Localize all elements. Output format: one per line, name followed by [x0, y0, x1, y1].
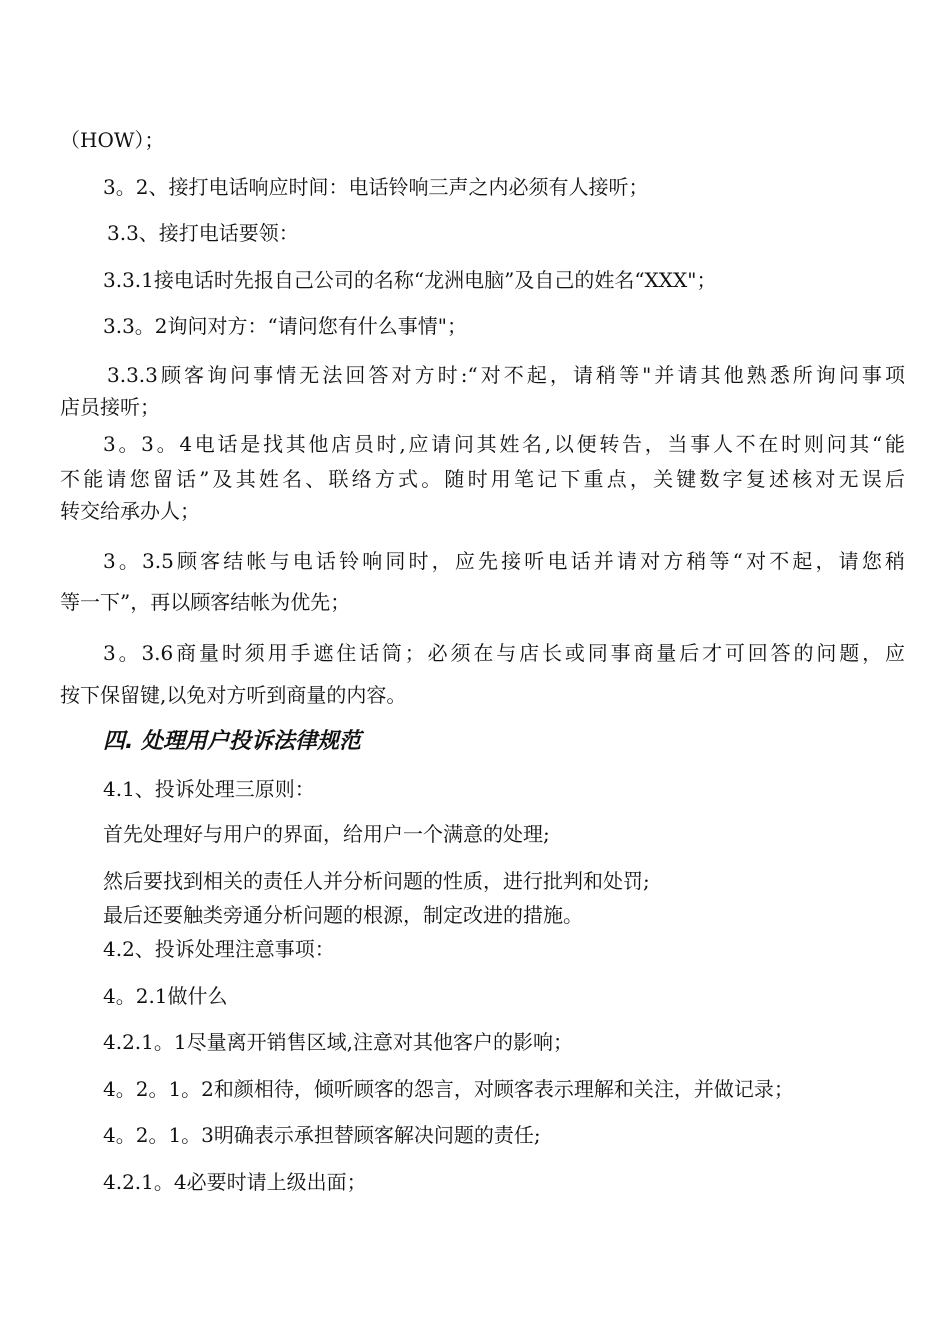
text-line: 4.2、投诉处理注意事项： — [103, 937, 335, 961]
text-line: 4。2。1。3明确表示承担替顾客解决问题的责任; — [103, 1123, 541, 1147]
text-line: 3.3.3顾客询问事情无法回答对方时:“对不起，请稍等"并请其他熟悉所询问事项 — [107, 363, 905, 387]
text-line: 4.1、投诉处理三原则： — [103, 777, 315, 801]
text-line: 4.2.1。4必要时请上级出面； — [103, 1170, 367, 1194]
text-line: 等一下”，再以顾客结帐为优先； — [60, 590, 351, 614]
text-line: 首先处理好与用户的界面，给用户一个满意的处理; — [103, 822, 550, 846]
text-line: 不能请您留话”及其姓名、联络方式。随时用笔记下重点，关键数字复述核对无误后 — [60, 467, 905, 491]
text-line: 3.3。2询问对方：“请问您有什么事情"； — [103, 314, 467, 338]
text-line: （HOW）； — [60, 128, 165, 152]
text-line: 然后要找到相关的责任人并分析问题的性质，进行批判和处罚; — [103, 869, 650, 893]
text-line: 3.3、接打电话要领： — [107, 221, 299, 245]
section-heading: 四. 处理用户投诉法律规范 — [103, 729, 362, 754]
text-line: 4.2.1。1尽量离开销售区域,注意对其他客户的影响； — [103, 1030, 573, 1054]
text-line: 按下保留键,以免对方听到商量的内容。 — [60, 683, 407, 707]
text-line: 3。3.5顾客结帐与电话铃响同时，应先接听电话并请对方稍等“对不起，请您稍 — [103, 549, 905, 573]
text-line: 3。3。4电话是找其他店员时,应请问其姓名,以便转告，当事人不在时则问其“能 — [103, 432, 905, 456]
text-line: 4。2.1做什么 — [103, 984, 228, 1008]
text-line: 3.3.1接电话时先报自己公司的名称“龙洲电脑”及自己的姓名“XXX"； — [103, 268, 717, 292]
text-line: 最后还要触类旁通分析问题的根源，制定改进的措施。 — [103, 903, 583, 927]
text-line: 4。2。1。2和颜相待，倾听顾客的怨言，对顾客表示理解和关注，并做记录； — [103, 1077, 794, 1101]
text-line: 3。3.6商量时须用手遮住话筒；必须在与店长或同事商量后才可回答的问题，应 — [103, 641, 905, 665]
text-line: 转交给承办人； — [60, 499, 200, 523]
text-line: 店员接听； — [60, 395, 160, 419]
text-line: 3。2、接打电话响应时间：电话铃响三声之内必须有人接听； — [103, 175, 649, 199]
